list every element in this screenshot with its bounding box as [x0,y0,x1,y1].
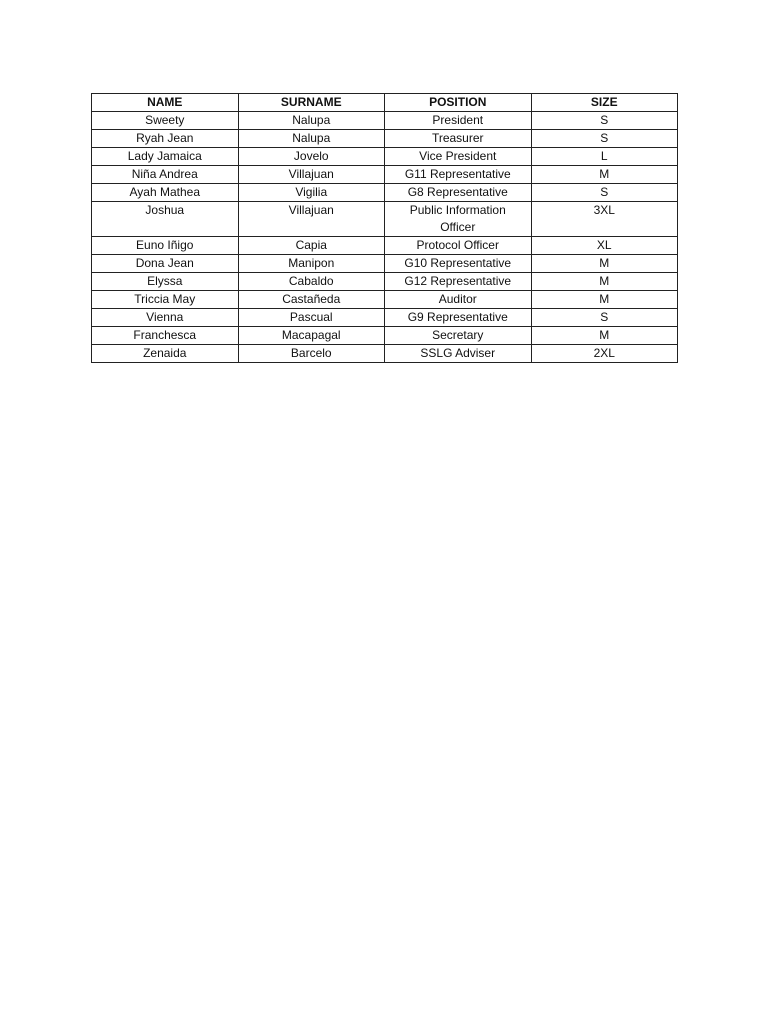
cell-surname: Cabaldo [238,273,385,291]
cell-position: Protocol Officer [385,237,532,255]
cell-name: Elyssa [92,273,239,291]
table-row [92,273,678,291]
cell-size: S [531,130,678,148]
table-row [92,184,678,202]
cell-name: Vienna [92,309,239,327]
cell-size: S [531,309,678,327]
cell-size: S [531,184,678,202]
header-size: SIZE [531,94,678,112]
table-row [92,291,678,309]
table-row [92,130,678,148]
cell-name: Joshua [92,202,239,237]
header-position: POSITION [385,94,532,112]
cell-name: Dona Jean [92,255,239,273]
cell-surname: Capia [238,237,385,255]
cell-size: L [531,148,678,166]
cell-name: Triccia May [92,291,239,309]
table-row [92,202,678,237]
cell-position: G10 Representative [385,255,532,273]
cell-size: 3XL [531,202,678,237]
cell-name: Franchesca [92,327,239,345]
cell-size: M [531,273,678,291]
cell-surname: Barcelo [238,345,385,363]
cell-name: Zenaida [92,345,239,363]
table-header-row [92,94,678,112]
table-row [92,327,678,345]
cell-size: M [531,327,678,345]
cell-position: Public Information Officer [385,202,532,237]
cell-position: Treasurer [385,130,532,148]
cell-size: S [531,112,678,130]
cell-surname: Jovelo [238,148,385,166]
cell-size: M [531,166,678,184]
table-row [92,148,678,166]
header-name: NAME [92,94,239,112]
table-row [92,112,678,130]
cell-position: G8 Representative [385,184,532,202]
cell-size: M [531,291,678,309]
cell-position: SSLG Adviser [385,345,532,363]
cell-name: Sweety [92,112,239,130]
cell-name: Euno Iñigo [92,237,239,255]
cell-position: G11 Representative [385,166,532,184]
cell-size: XL [531,237,678,255]
cell-surname: Vigilia [238,184,385,202]
table-row [92,345,678,363]
table-row [92,237,678,255]
cell-surname: Villajuan [238,202,385,237]
cell-position: President [385,112,532,130]
cell-surname: Castañeda [238,291,385,309]
table-row [92,166,678,184]
cell-surname: Nalupa [238,112,385,130]
cell-name: Ayah Mathea [92,184,239,202]
table-body [92,112,678,363]
cell-position: Vice President [385,148,532,166]
cell-name: Lady Jamaica [92,148,239,166]
cell-surname: Villajuan [238,166,385,184]
cell-size: 2XL [531,345,678,363]
cell-position: Secretary [385,327,532,345]
cell-name: Ryah Jean [92,130,239,148]
cell-surname: Pascual [238,309,385,327]
cell-position: Auditor [385,291,532,309]
cell-size: M [531,255,678,273]
cell-surname: Macapagal [238,327,385,345]
cell-position: G12 Representative [385,273,532,291]
cell-surname: Manipon [238,255,385,273]
header-surname: SURNAME [238,94,385,112]
officers-table [91,93,678,363]
table-row [92,255,678,273]
cell-name: Niña Andrea [92,166,239,184]
cell-position: G9 Representative [385,309,532,327]
table-row [92,309,678,327]
cell-surname: Nalupa [238,130,385,148]
